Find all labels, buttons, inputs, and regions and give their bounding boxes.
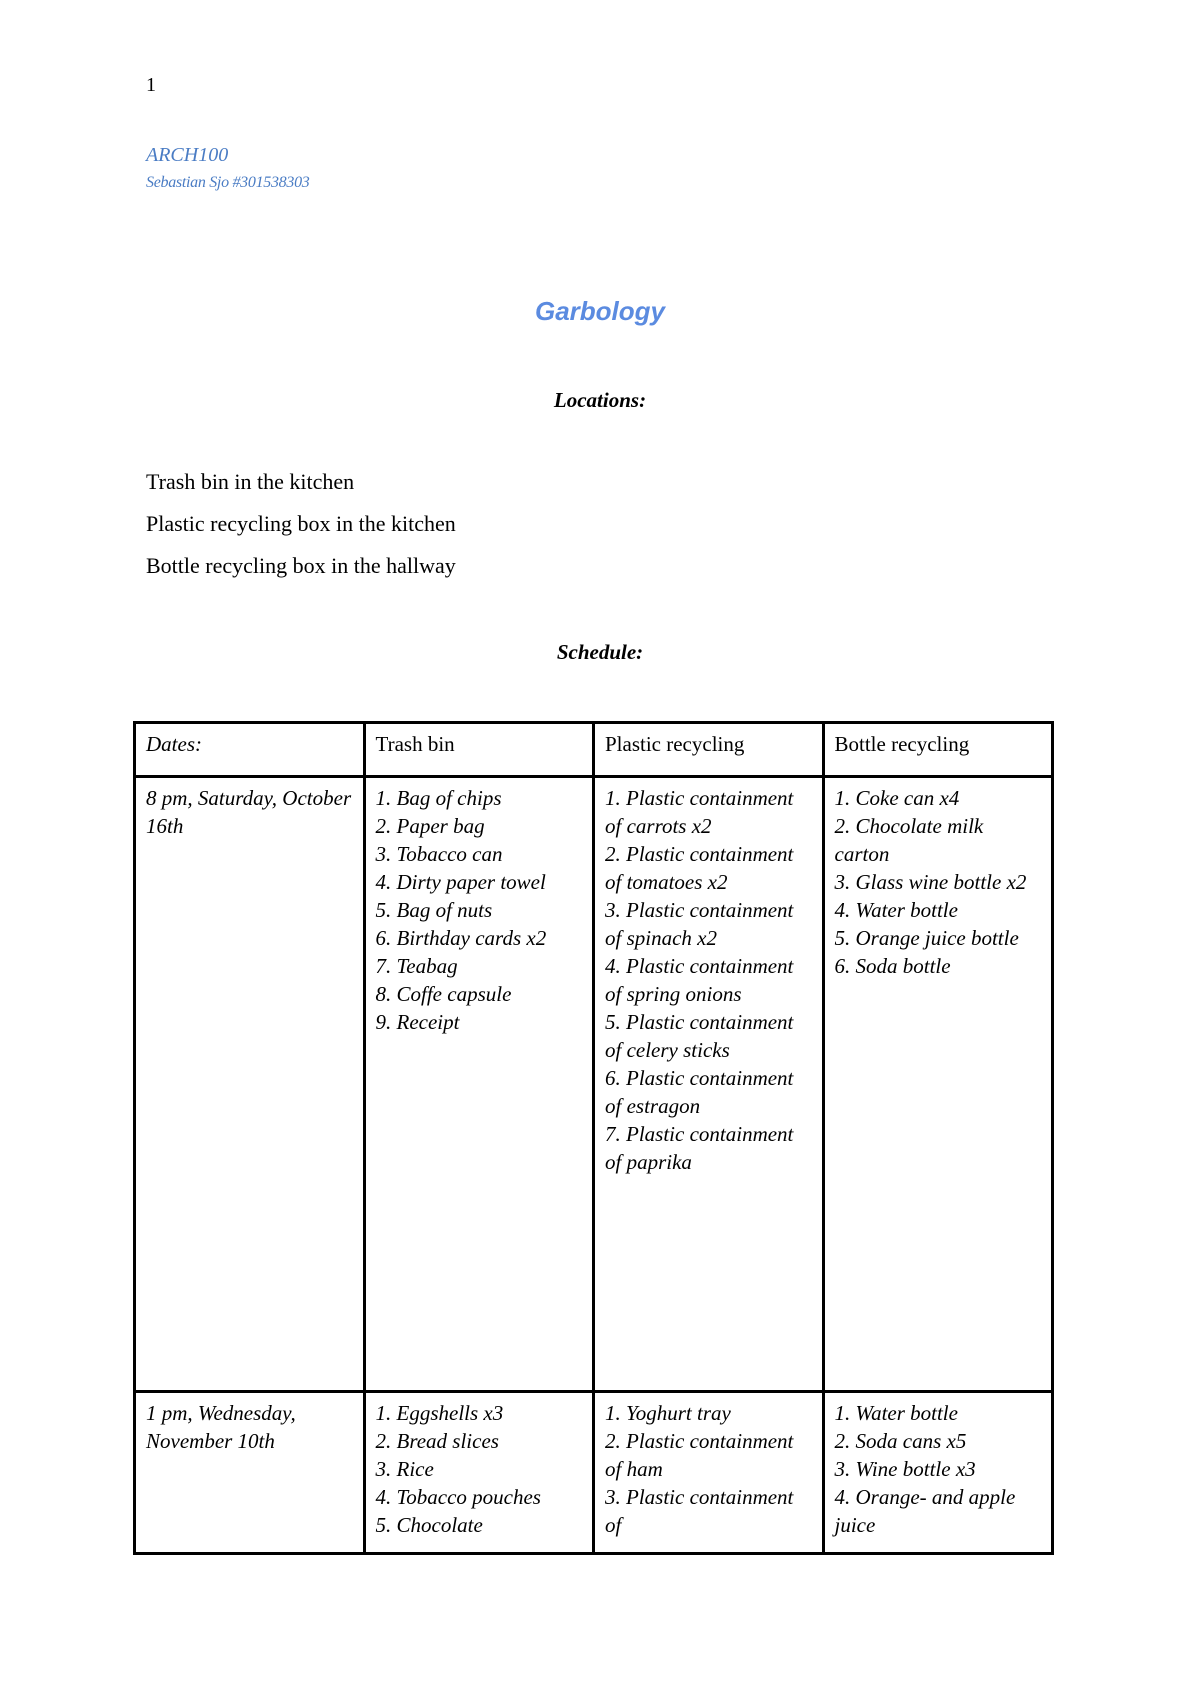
- date-cell: 8 pm, Saturday, October 16th: [135, 777, 365, 1392]
- location-item: Bottle recycling box in the hallway: [146, 553, 456, 578]
- list-item: 8. Coffe capsule: [375, 982, 512, 1006]
- list-item: 1. Water bottle: [834, 1401, 958, 1425]
- bottle-list: [835, 784, 1042, 980]
- list-item: 6. Soda bottle: [834, 954, 951, 978]
- list-item: 3. Glass wine bottle x2: [834, 870, 1027, 894]
- bottle-cell: [823, 1392, 1053, 1554]
- list-item: 7. Teabag: [375, 954, 458, 978]
- list-item: 4. Plastic containment of spring onions: [605, 954, 794, 1006]
- list-item: 4. Dirty paper towel: [375, 870, 546, 894]
- list-item: 2. Paper bag: [375, 814, 485, 838]
- plastic-list: [605, 1399, 812, 1539]
- schedule-heading: Schedule:: [556, 640, 644, 664]
- table-row: [135, 1392, 1053, 1554]
- column-header-bottle: Bottle recycling: [823, 723, 1053, 777]
- table-header-row: [135, 723, 1053, 777]
- list-item: 6. Plastic containment of estragon: [605, 1066, 794, 1118]
- column-header-dates: Dates:: [135, 723, 365, 777]
- column-header-trash: Trash bin: [364, 723, 594, 777]
- list-item: 3. Tobacco can: [375, 842, 503, 866]
- document-title: Garbology: [534, 296, 665, 326]
- list-item: 2. Plastic containment of tomatoes x2: [605, 842, 794, 894]
- plastic-cell: [594, 777, 824, 1392]
- schedule-table: [133, 721, 1054, 1555]
- list-item: 6. Birthday cards x2: [375, 926, 547, 950]
- plastic-list: [605, 784, 812, 1176]
- list-item: 5. Orange juice bottle: [834, 926, 1019, 950]
- trash-list: [376, 1399, 583, 1539]
- table-row: [135, 777, 1053, 1392]
- trash-list: [376, 784, 583, 1036]
- list-item: 4. Tobacco pouches: [375, 1485, 541, 1509]
- list-item: 1. Plastic containment of carrots x2: [605, 786, 794, 838]
- bottle-cell: [823, 777, 1053, 1392]
- list-item: 1. Bag of chips: [375, 786, 502, 810]
- list-item: 5. Chocolate: [375, 1513, 483, 1537]
- location-item: Trash bin in the kitchen: [146, 469, 355, 494]
- list-item: 3. Wine bottle x3: [834, 1457, 976, 1481]
- list-item: 5. Plastic containment of celery sticks: [605, 1010, 794, 1062]
- trash-cell: [364, 777, 594, 1392]
- column-header-plastic: Plastic recycling: [594, 723, 824, 777]
- list-item: 2. Chocolate milk carton: [834, 814, 984, 866]
- location-item: Plastic recycling box in the kitchen: [146, 511, 456, 536]
- list-item: 2. Bread slices: [375, 1429, 499, 1453]
- author-line: Sebastian Sjo #301538303: [146, 174, 310, 191]
- list-item: 1. Coke can x4: [834, 786, 960, 810]
- page-number: 1: [146, 74, 156, 96]
- bottle-list: [835, 1399, 1042, 1539]
- list-item: 3. Plastic containment of: [605, 1485, 794, 1537]
- course-code: ARCH100: [146, 144, 229, 166]
- list-item: 4. Water bottle: [834, 898, 958, 922]
- list-item: 1. Eggshells x3: [375, 1401, 504, 1425]
- list-item: 1. Yoghurt tray: [605, 1401, 731, 1425]
- list-item: 9. Receipt: [375, 1010, 460, 1034]
- list-item: 7. Plastic containment of paprika: [605, 1122, 794, 1174]
- locations-heading: Locations:: [553, 388, 647, 412]
- list-item: 2. Plastic containment of ham: [605, 1429, 794, 1481]
- locations-list: [146, 468, 456, 594]
- list-item: 2. Soda cans x5: [834, 1429, 967, 1453]
- list-item: 3. Rice: [375, 1457, 434, 1481]
- date-cell: 1 pm, Wednesday, November 10th: [135, 1392, 365, 1554]
- list-item: 5. Bag of nuts: [375, 898, 493, 922]
- trash-cell: [364, 1392, 594, 1554]
- list-item: 3. Plastic containment of spinach x2: [605, 898, 794, 950]
- plastic-cell: [594, 1392, 824, 1554]
- list-item: 4. Orange- and apple juice: [834, 1485, 1016, 1537]
